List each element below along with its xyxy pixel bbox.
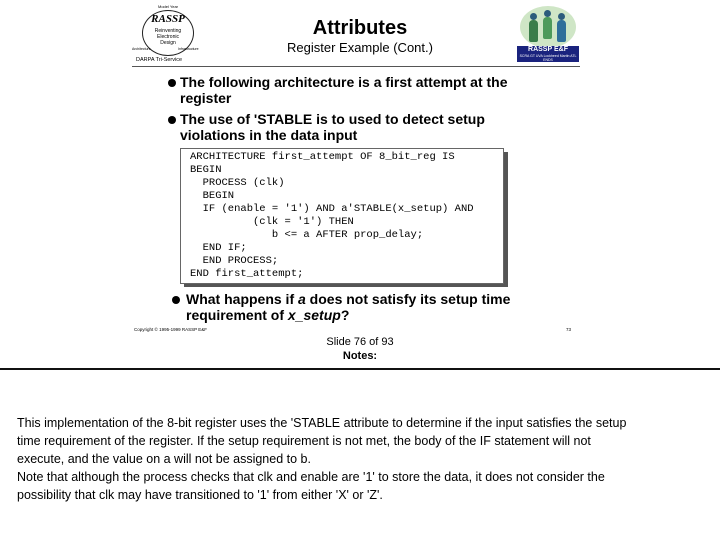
- bullet-icon: [168, 79, 176, 87]
- code-line: PROCESS (clk): [190, 177, 285, 189]
- figure-body: [557, 20, 566, 42]
- code-line: ARCHITECTURE first_attempt OF 8_bit_reg IS: [190, 151, 455, 163]
- figure-body: [543, 17, 552, 39]
- logo-line-2: Electronic: [157, 34, 179, 40]
- bullet-2-line-2: violations in the data input: [180, 127, 358, 143]
- figure-head: [558, 13, 565, 20]
- code-line: IF (enable = '1') AND a'STABLE(x_setup) AND: [190, 203, 474, 215]
- logo-side-right: Infrastructure: [178, 47, 199, 51]
- code-line: (clk = '1') THEN: [190, 216, 354, 228]
- rassp-ef-logo: [515, 4, 581, 64]
- notes-line: Note that although the process checks that clk and enable are '1' to store the data, it does not consider the: [17, 470, 605, 484]
- notes-line: possibility that clk may have transitioned to '1' from either 'X' or 'Z'.: [17, 488, 383, 502]
- logo-caption: DARPA Tri-Service: [136, 57, 183, 63]
- copyright-text: Copyright © 1995-1999 RASSP E&F: [134, 327, 208, 332]
- logo-name: RASSP: [151, 13, 185, 25]
- logo-line-1: Reinventing: [154, 28, 182, 34]
- figure-head: [544, 10, 551, 17]
- notes-divider: [0, 368, 720, 370]
- code-line: END first_attempt;: [190, 268, 304, 280]
- notes-label: Notes:: [342, 350, 378, 362]
- bullet-2-line-1: The use of 'STABLE is to used to detect setup: [180, 111, 485, 127]
- bullet-icon: [168, 116, 176, 124]
- figure-head: [530, 13, 537, 20]
- figure-body: [529, 20, 538, 42]
- logo-side-left: Architecture: [132, 47, 151, 51]
- code-line: b <= a AFTER prop_delay;: [190, 229, 424, 241]
- slide-counter: Slide 76 of 93: [326, 336, 394, 348]
- bullet-1-line-1: The following architecture is a first attempt at the: [180, 74, 508, 90]
- bullet-icon: [172, 296, 180, 304]
- notes-line: execute, and the value on a will not be assigned to b.: [17, 452, 311, 466]
- notes-line: This implementation of the 8-bit register uses the 'STABLE attribute to determine if the input satisfies the setup: [17, 416, 627, 430]
- slide-title: Attributes: [312, 17, 408, 39]
- question-line-1: What happens if a does not satisfy its setup time: [186, 291, 511, 307]
- notes-line: time requirement of the register. If the setup requirement is not met, the body of the IF statement will not: [17, 434, 591, 448]
- page-number: 73: [566, 327, 572, 332]
- code-line: END IF;: [190, 242, 247, 254]
- logo-banner: [517, 46, 579, 62]
- code-line: END PROCESS;: [190, 255, 279, 267]
- code-box: [180, 148, 504, 284]
- logo-top-text: Model Year: [157, 4, 178, 9]
- logo-line-3: Design: [160, 40, 176, 46]
- code-line: BEGIN: [190, 190, 235, 202]
- header-rule: [132, 66, 580, 67]
- slide-subtitle: Register Example (Cont.): [287, 40, 433, 55]
- code-line: BEGIN: [190, 164, 222, 176]
- logo-banner-title: RASSP E&F: [528, 46, 568, 53]
- logo-banner-subtext: SCRA GT UVA Lockheed Martin ATL ENDS: [519, 54, 577, 62]
- bullet-1-line-2: register: [180, 90, 232, 106]
- question-line-2: requirement of x_setup?: [186, 307, 350, 323]
